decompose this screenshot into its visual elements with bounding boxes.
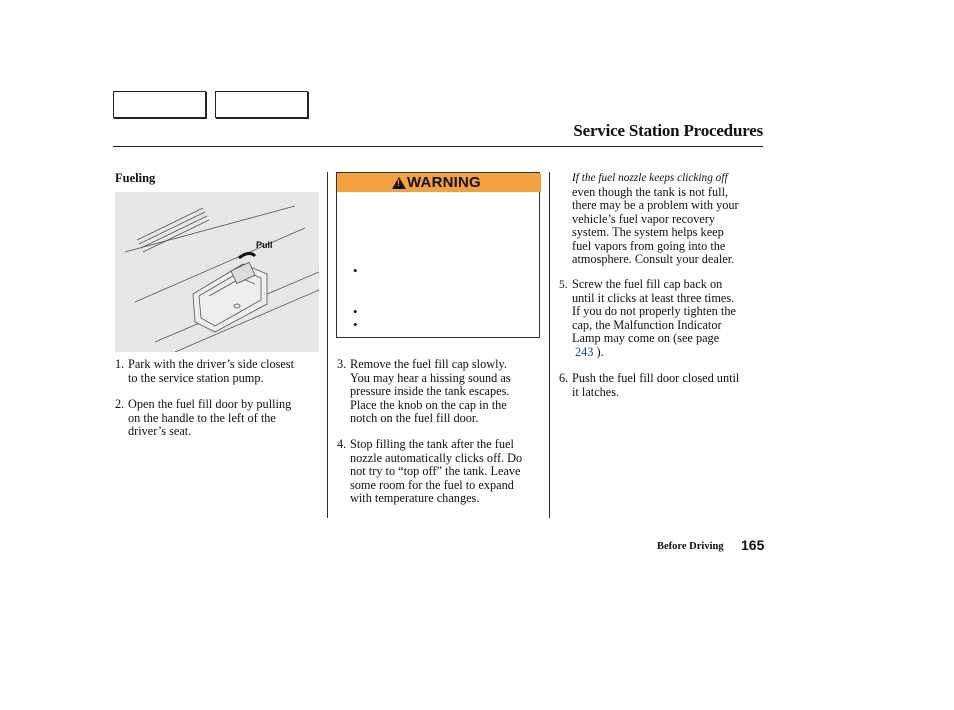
page-title: Service Station Procedures <box>573 121 763 140</box>
warning-bullet-3: • <box>353 317 358 332</box>
step-1-text: Park with the driver’s side closest to the service station pump. <box>128 357 295 385</box>
warning-header <box>337 173 541 192</box>
step-4-number: 4. <box>337 437 347 451</box>
step-1-number: 1. <box>115 357 125 371</box>
step-6-number: 6. <box>559 371 569 385</box>
fuel-nozzle-note: If the fuel nozzle keeps clicking off even though the tank is not full, there may be a problem with your vehicle’s fuel vapor recovery system. The system helps keep fuel vapors from going into the atmosphere. Consult your dealer. <box>572 172 739 266</box>
nav-button-contents[interactable] <box>113 91 206 118</box>
warning-box <box>336 172 540 338</box>
column-divider-2 <box>549 172 550 518</box>
column-divider-1 <box>327 172 328 518</box>
section-heading: Fueling <box>115 171 156 185</box>
page-243-link[interactable]: 243 <box>575 344 594 359</box>
warning-bullet-1: • <box>353 263 358 278</box>
page-number: 165 <box>741 537 765 553</box>
fuel-door-drawing <box>115 192 319 352</box>
step-5-number: 5. <box>559 279 568 291</box>
step-2-number: 2. <box>115 397 125 411</box>
nav-button-index[interactable] <box>215 91 308 118</box>
warning-triangle-icon <box>392 177 406 189</box>
pull-label: Pull <box>256 240 273 250</box>
fuel-door-illustration <box>115 192 319 352</box>
step-3-text: Remove the fuel fill cap slowly. You may hear a hissing sound as pressure inside the tank escapes. Place the knob on the cap in the notch on the fuel fill door. <box>350 357 511 425</box>
header-rule <box>113 146 763 147</box>
step-6-text: Push the fuel fill door closed until it latches. <box>572 371 740 399</box>
step-3-number: 3. <box>337 357 347 371</box>
section-footer-label: Before Driving <box>657 541 724 552</box>
step-4-text: Stop filling the tank after the fuel nozzle automatically clicks off. Do not try to “top off” the tank. Leave some room for the fuel to expand with temperature changes. <box>350 437 523 505</box>
step-2-text: Open the fuel fill door by pulling on the handle to the left of the driver’s seat. <box>128 397 292 438</box>
warning-title: WARNING <box>407 174 481 191</box>
step-5-text: Screw the fuel fill cap back on until it clicks at least three times. If you do not properly tighten the cap, the Malfunction Indicator Lamp may come on (see page 243 ). <box>572 277 736 359</box>
warning-bullet-2: • <box>353 304 358 319</box>
